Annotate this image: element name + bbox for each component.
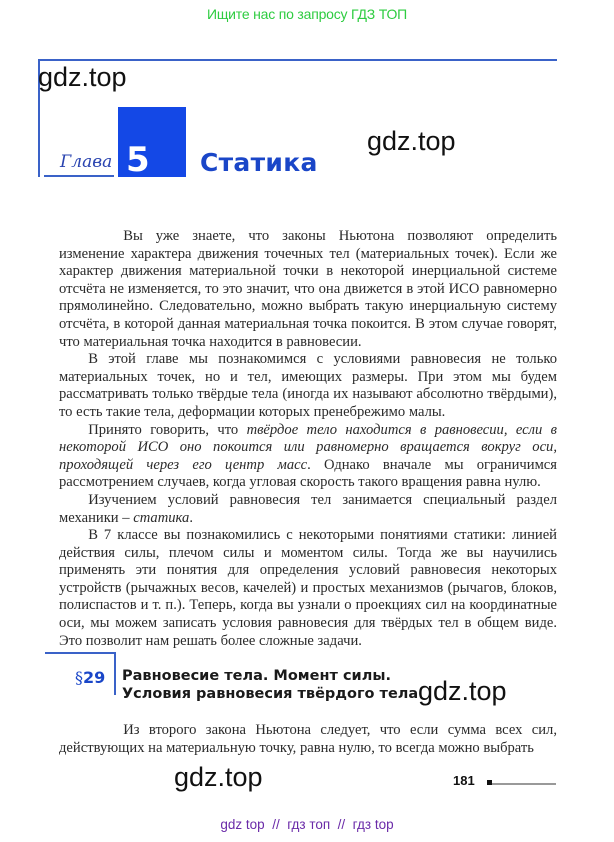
page-number: 181 bbox=[453, 773, 475, 788]
section-title-line: Равновесие тела. Момент силы. bbox=[122, 668, 391, 684]
chapter-label: Глава bbox=[60, 152, 113, 172]
chapter-intro bbox=[59, 228, 557, 650]
chapter-frame-bottom-rule bbox=[44, 175, 114, 177]
watermark: gdz.top bbox=[38, 62, 127, 92]
section-body bbox=[59, 722, 557, 757]
section-title-line: Условия равновесия твёрдого тела bbox=[122, 686, 419, 702]
section-title bbox=[122, 667, 418, 703]
watermark: gdz.top bbox=[367, 126, 456, 156]
term-emphasis: статика bbox=[133, 509, 190, 526]
text-run: . bbox=[189, 509, 193, 526]
page-marker-rule bbox=[492, 783, 556, 785]
section-symbol: § bbox=[75, 668, 83, 687]
footer-links[interactable]: gdz top // гдз топ // гдз top bbox=[220, 817, 394, 832]
text-run: В 7 классе вы познакомились с некоторыми понятиями статики: линией действия силы, плечом силы и моментом силы. Тогда же вы научились применять эти понятия для определения условий равновесия некоторых устройств (рычажных весов, качелей) и простых механизмов (рычагов, блоков, полиспастов и т. п.). Теперь, когда вы узнали о проекциях сил на координатные оси, мы можем записать условия равновесия для твёрдых тел в общем виде. Это позволит нам решать более сложные задачи. bbox=[59, 527, 557, 649]
watermark: gdz.top bbox=[418, 676, 507, 706]
intro-paragraph bbox=[59, 422, 557, 492]
intro-paragraph bbox=[59, 492, 557, 527]
definition-emphasis: твёрдое тело находится в равновесии, если в некоторой ИСО оно покоится или равномерно вращается вокруг оси, проходящей через его центр масс bbox=[59, 421, 557, 473]
chapter-number-box bbox=[118, 107, 186, 180]
intro-paragraph bbox=[59, 527, 557, 650]
section-number-value: 29 bbox=[83, 668, 106, 687]
search-banner: Ищите нас по запросу ГДЗ ТОП bbox=[207, 6, 407, 22]
chapter-title: Статика bbox=[200, 148, 318, 177]
chapter-frame-top-rule bbox=[38, 59, 557, 61]
section-frame-top-rule bbox=[45, 652, 115, 654]
section-number bbox=[75, 668, 105, 687]
text-run: Изучением условий равновесия тел занимается специальный раздел механики – bbox=[59, 491, 557, 526]
section-paragraph: Из второго закона Ньютона следует, что если сумма всех сил, действующих на материальную точку, равна нулю, то всегда можно выбрать bbox=[59, 722, 557, 756]
section-frame-right-rule bbox=[114, 652, 116, 695]
intro-paragraph bbox=[59, 228, 557, 351]
chapter-number: 5 bbox=[126, 140, 150, 180]
text-run: В этой главе мы познакомимся с условиями равновесия не только материальных точек, но и тел, имеющих размеры. При этом мы будем рассматривать только твёрдые тела (иногда их называют абсолютно твёрдыми), то есть такие тела, деформации которых пренебрежимо малы. bbox=[59, 351, 557, 420]
watermark: gdz.top bbox=[174, 762, 263, 792]
intro-paragraph bbox=[59, 351, 557, 421]
text-run: . Однако вначале мы ограничимся рассмотрением случаев, когда угловая скорость такого вращения равна нулю. bbox=[59, 456, 557, 491]
text-run: Вы уже знаете, что законы Ньютона позволяют определить изменение характера движения точечных тел (материальных точек). Если же характер движения материальной точки в некоторой инерциальной системе отсчёта не изменяется, то это значит, что она движется в этой ИСО равномерно прямолинейно. Следовательно, можно выбрать такую инерциальную систему отсчёта, в которой данная материальная точка покоится. В этом случае говорят, что материальная точка находится в равновесии. bbox=[59, 228, 557, 350]
text-run: Принято говорить, что bbox=[88, 421, 247, 438]
